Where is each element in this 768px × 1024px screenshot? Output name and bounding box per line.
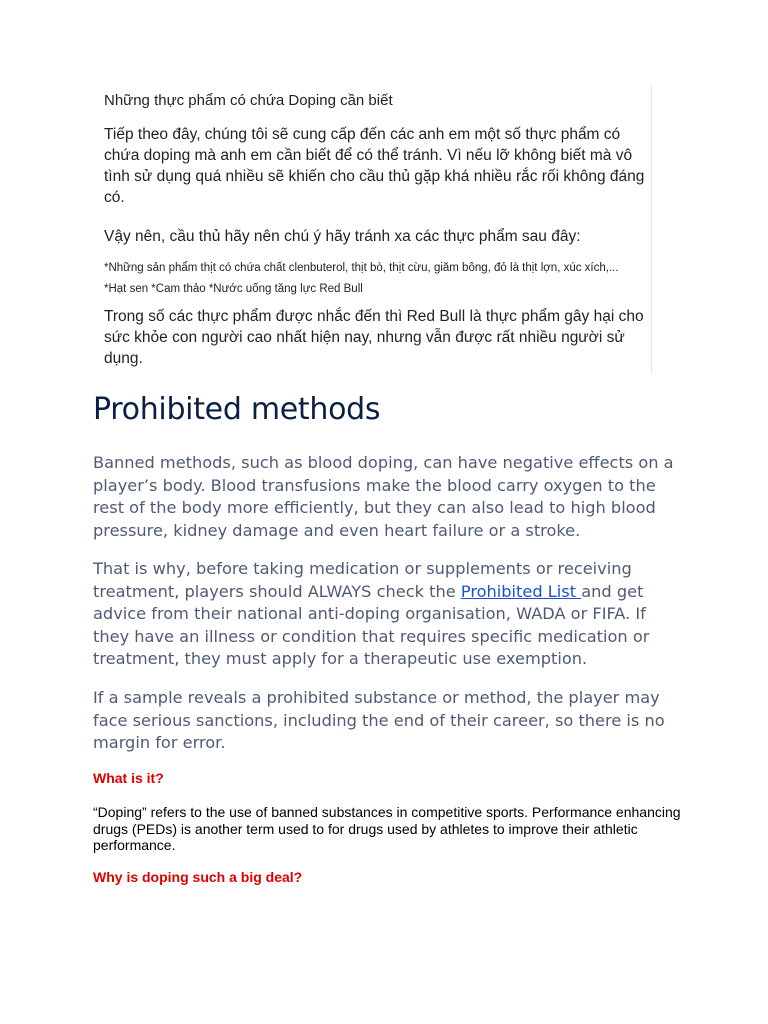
embedded-title: Những thực phẩm có chứa Doping cần biết	[104, 92, 393, 109]
prohibited-list-link[interactable]: Prohibited List	[460, 581, 582, 601]
paragraph-text: That is why, before taking medication or supplements or receiving treatment, players should ALWAYS check the	[93, 559, 632, 601]
embedded-paragraph: Tiếp theo đây, chúng tôi sẽ cung cấp đến các anh em một số thực phẩm có chứa doping mà anh em cần biết để có thể tránh. Vì nếu lỡ không biết mà vô tình sử dụng quá nhiều sẽ khiến cho cầu thủ gặp khá nhiều rắc rối không đáng có.	[104, 126, 645, 206]
answer-paragraph: “Doping” refers to the use of banned substances in competitive sports. Performance enhancing drugs (PEDs) is another term used to for drugs used by athletes to improve their athletic performance.	[93, 804, 681, 853]
embedded-paragraph: Trong số các thực phẩm được nhắc đến thì Red Bull là thực phẩm gây hại cho sức khỏe con người cao nhất hiện nay, nhưng vẫn được rất nhiều người sử dụng.	[104, 308, 644, 367]
embedded-screenshot	[91, 84, 652, 374]
body-paragraph: If a sample reveals a prohibited substance or method, the player may face serious sanctions, including the end of their career, so there is no margin for error.	[93, 688, 665, 752]
question-heading: Why is doping such a big deal?	[93, 869, 303, 885]
paragraph-text: and get advice from their national anti-doping organisation, WADA or FIFA. If they have an illness or condition that requires specific medication or treatment, they must apply for a therapeutic use exemption.	[93, 581, 650, 668]
section-heading: Prohibited methods	[93, 392, 381, 427]
embedded-paragraph: Vậy nên, cầu thủ hãy nên chú ý hãy tránh xa các thực phẩm sau đây:	[104, 228, 581, 245]
embedded-food-list: *Những sản phẩm thịt có chứa chất clenbuterol, thịt bò, thịt cừu, giăm bông, đỏ là thịt lợn, xúc xích,... *Hạt sen *Cam thảo *Nước uống tăng lực Red Bull	[104, 262, 619, 295]
body-paragraph-with-link	[93, 558, 683, 671]
question-heading: What is it?	[93, 770, 164, 786]
body-paragraph: Banned methods, such as blood doping, can have negative effects on a player’s body. Blood transfusions make the blood carry oxygen to the rest of the body more efficiently, but they can also lead to high blood pressure, kidney damage and even heart failure or a stroke.	[93, 453, 674, 540]
